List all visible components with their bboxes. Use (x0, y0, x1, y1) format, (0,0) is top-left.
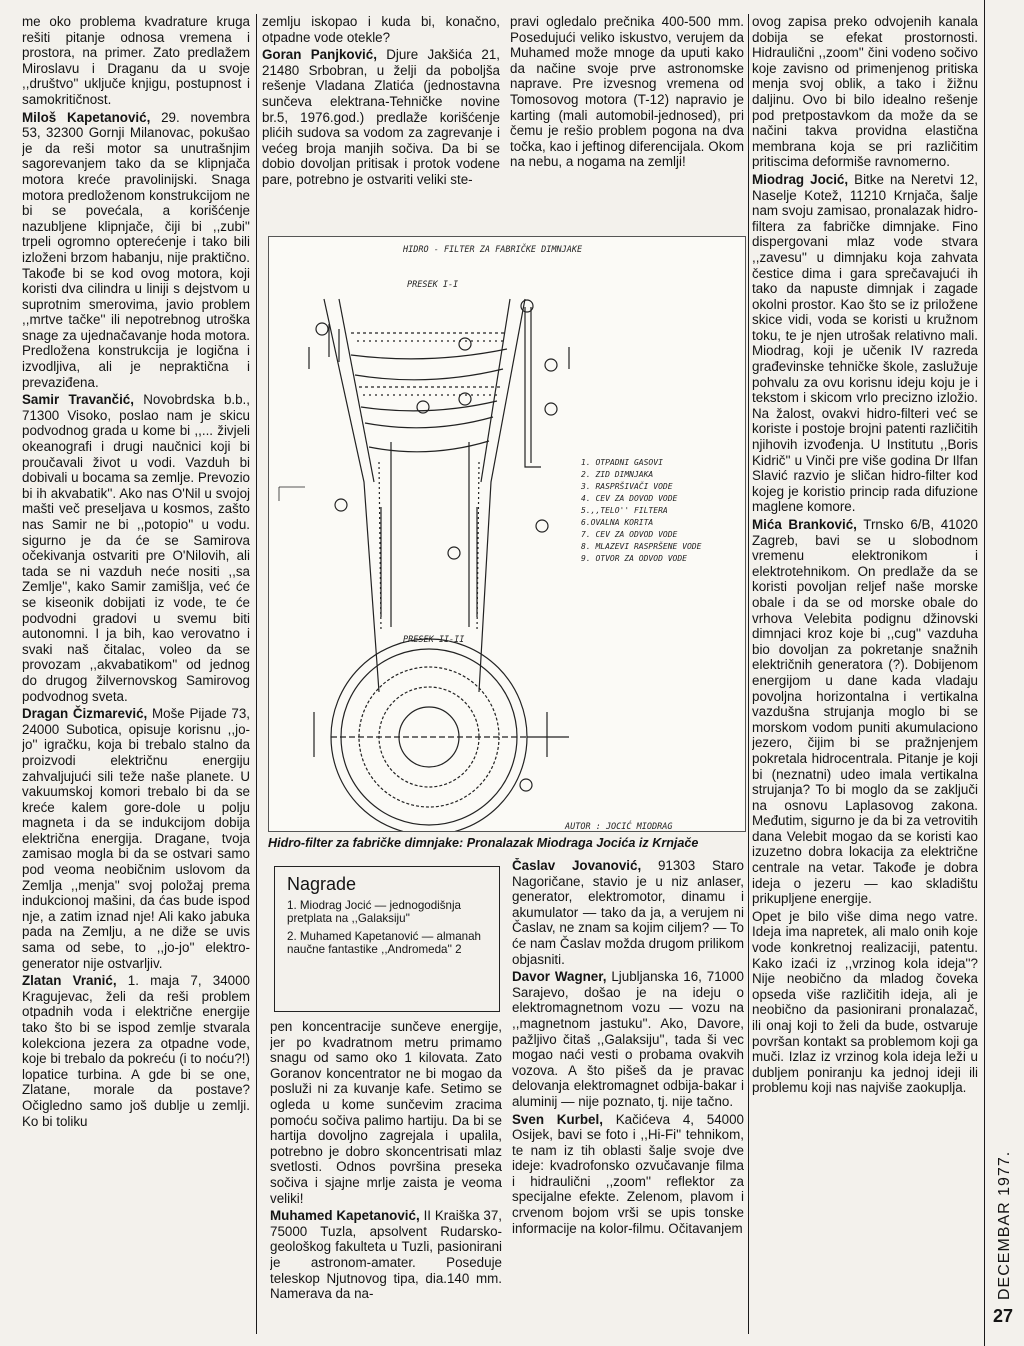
author-name: Goran Panjković, (262, 47, 377, 63)
author-name: Davor Wagner, (512, 969, 607, 985)
paragraph: Dragan Čizmarević, Moše Pijade 73, 24000 Subotica, opisuje korisnu ,,jo-jo'' igračku, koja bi trebalo stalno da proizvodi električnu energiju zahvaljujući sili teže naše planete. U vakuumskoj komori trebalo bi da se kreće kalem gore-dole u polju magneta i da se indukcijom dobija električna energija. Dragane, tvoja zamisao mogla bi da se ostvari samo pod veoma neobičnim uslovom da Zemlja ,,menja'' svoj položaj prema indukcionoj mašini, da ćas bude ispod nje, a zatim iznad nje! Ali kako jabuka pada na Zemlju, a ne diže se uvis sama od sebe, to ,,jo-jo'' elektro-generator nije ostvarljiv. (22, 706, 250, 971)
paragraph: pen koncentracije sunčeve energije, jer po kvadratnom metru primamo snagu od samo oko 1 kilovata. Zato Goranov koncentrator ne bi mogao da posluži ni za kuvanje kafe. Setimo se ogleda u kome sunčevim zracima pomoću sočiva palimo hartiju. Da bi se hartija dovoljno zagrejala i upalila, potrebno je dobro skoncentrisati mlaz svetlosti. Odnos površina preseka sočiva i sjajne mrlje zaista je veoma veliki! (270, 1019, 502, 1206)
legend-item: 8. MLAZEVI RASPRŠENE VODE (581, 542, 702, 551)
author-name: Sven Kurbel, (512, 1111, 603, 1127)
diagram-legend (580, 458, 702, 563)
legend-item: 7. CEV ZA ODVOD VODE (581, 530, 678, 539)
award-item: 2. Muhamed Kapetanović — almanah naučne fantastike ,,Andromeda'' 2 (287, 929, 481, 957)
author-name: Miodrag Jocić, (752, 171, 849, 187)
paragraph: Muhamed Kapetanović, II Kraiška 37, 75000 Tuzla, apsolvent Rudarsko-geološkog fakulteta u Tuzli, pasionirani je astronom-amater. Poseduje teleskop Njutnovog tipa, dia.140 mm. Namerava da na- (270, 1208, 502, 1302)
page-number: 27 (993, 1306, 1014, 1326)
diagram-svg (269, 237, 745, 831)
column-3-top (510, 14, 744, 226)
paragraph: zemlju iskopao i kuda bi, konačno, otpadne vode otekle? (262, 14, 500, 45)
section-2-label: PRESEK II-II (403, 635, 465, 645)
section-1-label: PRESEK I-I (407, 280, 459, 290)
paragraph: ovog zapisa preko odvojenih kanala dobija se efekat prostornosti. Hidraulični ,,zoom'' čini vodeno sočivo koje zavisno od primenjenog pritiska menja svoj oblik, a tako i žižnu daljinu. Ovo bi bilo idealno rešenje pod pretpostavkom da može da se načini takva providna elastična membrana koja se pri različitim pritiscima deformiše ravnomerno. (752, 14, 978, 170)
figure-caption: Hidro-filter za fabričke dimnjake: Pronalazak Miodraga Jocića iz Krnjače (268, 836, 699, 850)
column-4 (752, 14, 978, 1338)
legend-item: 4. CEV ZA DOVOD VODE (581, 494, 678, 503)
diagram-title: HIDRO - FILTER ZA FABRIČKE DIMNJAKE (403, 245, 583, 255)
column-divider (748, 14, 749, 1334)
author-name: Časlav Jovanović, (512, 858, 642, 873)
legend-item: 1. OTPADNI GASOVI (581, 458, 663, 467)
paragraph: me oko problema kvadrature kruga rešiti pitanje odnosa vremena i prostora, na primer. Zato predlažem Miroslavu i Draganu da u svoje ,,društvo'' uključe knjigu, postupnost i samokritičnost. (22, 14, 250, 107)
chimney-left-wall (324, 299, 379, 692)
paragraph: Sven Kurbel, Kačićeva 4, 54000 Osijek, bavi se foto i ,,Hi-Fi'' tehnikom, te nam iz tih oblasti šalje svoje dve ideje: kvadrofonsko ozvučavanje filma i hidraulični ,,zoom'' reflektor za specijalne efekte. Zelenom, plavom i crvenom bojom vrši se upis tonske informacije na kolor-filmu. Očitavanjem (512, 1111, 744, 1236)
column-1 (22, 14, 250, 1334)
author-name: Miloš Kapetanović, (22, 109, 151, 125)
legend-item: 3. RASPRŠIVAČI VODE (581, 482, 673, 491)
column-2-bottom (270, 1019, 502, 1337)
column-divider (256, 14, 257, 1334)
author-name: Muhamed Kapetanović, (270, 1208, 420, 1224)
author-name: Zlatan Vranić, (22, 973, 117, 989)
page-edge-rule (984, 0, 985, 1346)
legend-item: 6.OVALNA KORITA (581, 518, 654, 527)
legend-item: 9. OTVOR ZA ODVOD VODE (581, 554, 687, 563)
issue-date: DECEMBAR 1977. (996, 1150, 1013, 1300)
paragraph: Miodrag Jocić, Bitke na Neretvi 12, Naselje Kotež, 11210 Krnjača, šalje nam svoju zamisao, pronalazak hidro-filtera za fabričke dimnjake. Fino dispergovani mlaz vode stvara ,,zavesu'' u dimnjaku koja zahvata čestice dima i gara sprečavajući ih tako da napuste dimnjak i zagade okolni prostor. Kao što se iz priložene skice vidi, voda se koristi u kružnom toku, te je njen utrošak relativno mali. Miodrag, koji je učenik IV razreda građevinske tehničke škole, zaslužuje pohvalu za ovu korisnu ideju koju je i tekstom i skicom vrlo precizno izložio. Na žalost, ovakvi hidro-filteri već se koriste i postoje brojni patenti različitih njihovih izvođenja. U Institutu ,,Boris Kidrič'' u Vinči pre više godina Dr Ilfan Slavić razvio je sličan hidro-filter kod kojeg je koristio princip rada difuzione maglene komore. (752, 171, 978, 515)
awards-box (274, 866, 500, 1012)
paragraph: pravi ogledalo prečnika 400-500 mm. Posedujući veliko iskustvo, verujem da Muhamed može mnoge da uputi kako da načine svoje prve astronomske naprave. Pre izvesnog vremena od Tomosovog motora (T-12) napravio je karting (mali automobil-jednosed), pri čemu je rešio problem pogona na dva točka, kao i jeftinog diferencijala. Okom na nebu, a nogama na zemlji! (510, 14, 744, 170)
legend-item: 2. ZID DIMNJAKA (581, 470, 654, 479)
hidro-filter-diagram (268, 236, 746, 832)
paragraph: Miloš Kapetanović, 29. novembra 53, 32300 Gornji Milanovac, pokušao je da reši motor sa unutrašnjim sagorevanjem tako da se klipnjača motora kreće pravolinijski. Snaga motora predloženom konstrukcijom ne bi se povećala, a korišćenje nazubljene klipnjače, čiji bi ,,zubi'' trpeli ogromno opterećenje i tako bili izloženi brzom habanju, nije praktično. Takođe bi se kod ovog motora, koji koristi dva cilindra u liniji s dejstvom u suprotnim smerovima, javio problem ,,mrtve tačke'' ili nepotrebnog utroška snage za ujednačavanje hoda motora. Predložena konstrukcija je logična i izvodljiva, ali je nepraktična i prevaziđena. (22, 109, 250, 390)
paragraph: Mića Branković, Trnsko 6/B, 41020 Zagreb, bavi se u slobodnom vremenu elektronikom i elektrotehnikom. On predlaže da se koristi povoljan reljef naše morske obale i da se od morske obale do vrhova Velebita podignu džinovski dimnjaci kroz koje bi ,,cug'' vazduha bio dovoljan za pokretanje snažnih električnih generatora (?). Dobijenom energijom u dane kada vladaju povoljna horizontalna i vertikalna vazdušna strujanja moglo bi se morskom vodom puniti akumulaciono jezero, čijim bi se pražnjenjem pokretala hidrocentrala. Pitanje je koji bi (neznatni) udeo imala vertikalna strujanja? To bi moglo da se zaključi na osnovu Laplasovog zakona. Međutim, sigurno je da bi za vetrovitih dana Velebit mogao da se koristi kao izuzetno dobra lokacija za električne centrale na vetar. Takođe je dobra ideja o jezeru — kao skladištu prikupljene energije. (752, 517, 978, 907)
awards-title: Nagrade (287, 874, 357, 894)
paragraph: Časlav Jovanović, 91303 Staro Nagoričane, stavio je u niz anlaser, generator, elektromotor, dinamu i akumulator — tako da ja, a verujem ni Časlav, ne znam sa kojim ciljem? — To će nam Časlav možda drugom prilikom objasniti. (512, 858, 744, 967)
author-name: Dragan Čizmarević, (22, 706, 148, 722)
paragraph: Opet je bilo više dima nego vatre. Ideja ima napretek, ali malo onih koje vode konkretnoj realizaciji, patentu. Kako izaći iz ,,vrzinog kola ideja''? Nije neobično da mladog čoveka opseda više različitih ideja, ali je neobično da pasionirani pronalazač, ili onaj koji to želi da bude, ostvaruje površan kontakt sa problemom koji ga muči. Izlaz iz vrzinog kola ideja leži u dubljem poniranju ka jednoj ideji ili problemu koji nas najviše zaokuplja. (752, 908, 978, 1096)
paragraph: Goran Panjković, Djure Jakšića 21, 21480 Srbobran, u želji da poboljša rešenje Vladana Zlatića (jednostavna sunčeva elektrana-Tehničke novine br.5, 1976.god.) predlaže korišćenje plićih sudova sa vodom za zagrevanje i većeg broja manjih sočiva. Da bi se dobio dovoljan pritisak i protok vodene pare, potrebno je ostvariti veliki ste- (262, 47, 500, 187)
column-3-bottom (512, 858, 744, 1338)
paragraph: Samir Travančić, Novobrdska b.b., 71300 Visoko, poslao nam je skicu podvodnog grada u kome bi ,,... živjeli okeanografi i drugi naučnici koji bi proučavali život u vodi. Vazduh bi dobivali u bocama sa zemlje. Prevozio bi ih akvabatik''. Ako nas O'Nil u svojoj mašti več preseljava u kosmos, zašto nas Samir ne bi ,,potopio'' u vodu. sigurno je da će se Samirova očekivanja ostvariti pre O'Nilovih, ali tada se ni vazduh neće nositi ,,sa Zemlje'', kako Samir zamišlja, već će se kiseonik dobijati iz vode, te će podvodni gradovi u svemu biti autonomni. I ja bih, kao verovatno i svaki naš čitalac, voleo da se provozam ,,akvabatikom'' od jednog do drugog žilvernovskog Samirovog podvodnog sveta. (22, 392, 250, 704)
paragraph: Davor Wagner, Ljubljanska 16, 71000 Sarajevo, došao je na ideju o elektromagnetnom vozu — vozu na ,,magnetnom jastuku''. Ako, Davore, pažljivo čitaš ,,Galaksiju'', tada ši vec mogao naći vesti o probama ovakvih vozova. A što pišeš da je pravac delovanja elektromagnet odbija-bakar i aluminij — nije poznato, tj. nije tačno. (512, 969, 744, 1109)
chimney-right-wall (479, 299, 525, 692)
legend-item: 5.,,TELO'' FILTERA (581, 506, 668, 515)
column-2-top (262, 14, 500, 226)
author-name: Mića Branković, (752, 517, 857, 532)
diagram-author: AUTOR : JOCIĆ MIODRAG (565, 822, 673, 831)
author-name: Samir Travančić, (22, 392, 134, 408)
paragraph: Zlatan Vranić, 1. maja 7, 34000 Kragujevac, želi da reši problem otpadnih voda i električne energije tako što bi se ispod zemlje stvarala kolekciona jezera za otpadne vode, koje bi trebalo da pokreću (i to noću?!) lopatice turbina. A gde bi se one, Zlatane, morale da postave? Očigledno samo još dublje u zemlji. Ko bi toliku (22, 973, 250, 1129)
award-item: 1. Miodrag Jocić — jednogodišnja pretplata na ,,Galaksiju'' (287, 899, 462, 926)
